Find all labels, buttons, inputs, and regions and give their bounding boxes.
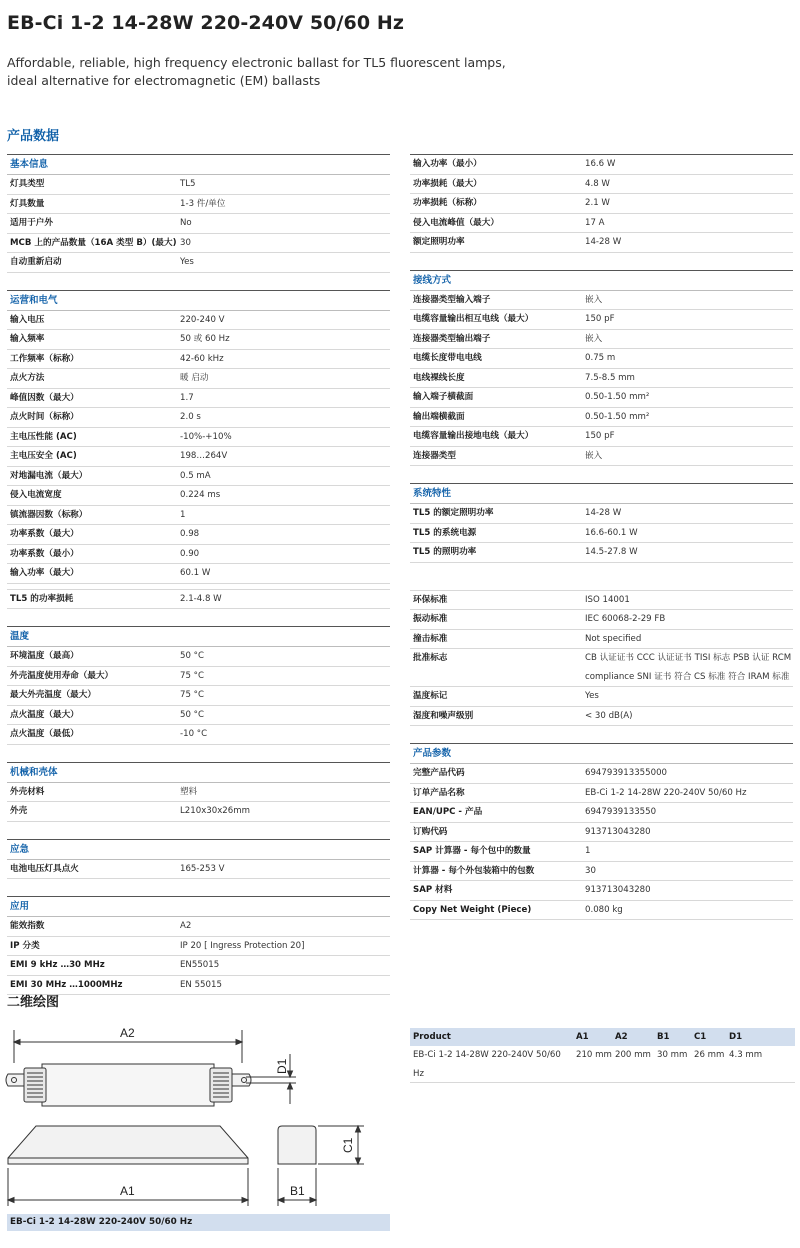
spec-block-mechanical bbox=[7, 762, 390, 822]
spec-value: 嵌入 bbox=[585, 333, 603, 344]
spec-row bbox=[410, 764, 793, 784]
spec-row bbox=[7, 589, 390, 610]
spec-key: 订购代码 bbox=[413, 826, 448, 837]
dimension-table-header bbox=[410, 1028, 795, 1046]
spec-value: Yes bbox=[180, 257, 194, 267]
dimension-table-row bbox=[410, 1046, 795, 1083]
spec-value: -10 °C bbox=[180, 729, 208, 739]
spec-key: 电缆容量输出相互电线（最大） bbox=[413, 314, 534, 324]
spec-row bbox=[7, 725, 390, 745]
spec-row bbox=[410, 803, 793, 823]
spec-block-temperature bbox=[7, 626, 390, 745]
spec-key: EMI 9 kHz …30 MHz bbox=[10, 960, 105, 970]
spec-block-application bbox=[7, 896, 390, 995]
spec-row bbox=[7, 428, 390, 448]
spec-row bbox=[7, 311, 390, 331]
spec-value: CB 认证证书 CCC 认证证书 TISI 标志 PSB 认证 RCM compliance SNI 证书 符合 CS 标准 符合 IRAM 标准 bbox=[585, 653, 792, 682]
spec-key: TL5 的照明功率 bbox=[413, 547, 477, 557]
spec-key: 工作频率（标称） bbox=[10, 353, 79, 364]
spec-value: 0.50-1.50 mm² bbox=[585, 411, 650, 422]
spec-value: Not specified bbox=[585, 633, 642, 644]
spec-key: 外壳材料 bbox=[10, 786, 45, 797]
spec-row bbox=[7, 783, 390, 803]
spec-key: 电线裸线长度 bbox=[413, 372, 465, 383]
ballast-top-view bbox=[6, 1064, 251, 1106]
cell-a2: 200 mm bbox=[615, 1050, 651, 1060]
spec-key: 环境温度（最高） bbox=[10, 651, 79, 661]
spec-row bbox=[7, 253, 390, 273]
spec-row bbox=[410, 349, 793, 369]
spec-key: 温度标记 bbox=[413, 691, 448, 701]
spec-row bbox=[7, 175, 390, 195]
spec-value: 7.5-8.5 mm bbox=[585, 372, 635, 383]
page-title: EB-Ci 1-2 14-28W 220-240V 50/60 Hz bbox=[7, 12, 405, 34]
drawing-caption: EB-Ci 1-2 14-28W 220-240V 50/60 Hz bbox=[7, 1214, 390, 1231]
spec-key: 输入端子横截面 bbox=[413, 392, 474, 402]
spec-value: 暖 启动 bbox=[180, 373, 209, 383]
spec-value: 14-28 W bbox=[585, 237, 622, 247]
spec-value: 0.5 mA bbox=[180, 470, 211, 481]
spec-row bbox=[7, 706, 390, 726]
spec-row bbox=[7, 647, 390, 667]
cell-b1: 30 mm bbox=[657, 1050, 688, 1060]
header-b1: B1 bbox=[657, 1032, 670, 1042]
label-a1: A1 bbox=[120, 1184, 135, 1198]
spec-row bbox=[410, 649, 793, 687]
spec-rows bbox=[410, 155, 793, 253]
spec-row bbox=[410, 610, 793, 630]
spec-row bbox=[410, 175, 793, 195]
spec-row bbox=[410, 842, 793, 862]
spec-value: 0.75 m bbox=[585, 353, 616, 363]
spec-value: 60.1 W bbox=[180, 568, 211, 578]
spec-value: 42-60 kHz bbox=[180, 353, 224, 364]
spec-value: 1 bbox=[585, 846, 591, 856]
ballast-dimension-drawing bbox=[0, 1018, 400, 1214]
spec-key: 点火温度（最低） bbox=[10, 729, 79, 739]
spec-row bbox=[7, 545, 390, 565]
spec-key: 完整产品代码 bbox=[413, 768, 465, 778]
spec-block-power bbox=[410, 154, 793, 253]
spec-row bbox=[7, 917, 390, 937]
spec-row bbox=[7, 467, 390, 487]
spec-value: 75 °C bbox=[180, 690, 204, 700]
spec-row bbox=[7, 802, 390, 822]
spec-row bbox=[410, 543, 793, 563]
spec-value: 694793913355000 bbox=[585, 768, 668, 778]
spec-row bbox=[410, 687, 793, 707]
spec-value: 0.224 ms bbox=[180, 490, 221, 500]
spec-value: 塑料 bbox=[180, 786, 198, 797]
spec-rows bbox=[410, 291, 793, 467]
spec-key: 峰值因数（最大） bbox=[10, 392, 79, 403]
spec-value: 1-3 件/单位 bbox=[180, 198, 226, 209]
spec-key: 环保标准 bbox=[413, 594, 448, 605]
spec-key: 适用于户外 bbox=[10, 218, 53, 228]
spec-key: SAP 材料 bbox=[413, 885, 453, 895]
spec-row bbox=[410, 233, 793, 253]
spec-value: 30 bbox=[585, 865, 596, 876]
spec-value: 220-240 V bbox=[180, 314, 225, 325]
spec-key: 订单产品名称 bbox=[413, 787, 465, 798]
spec-value: 14-28 W bbox=[585, 508, 622, 518]
spec-row bbox=[410, 388, 793, 408]
spec-rows bbox=[410, 591, 793, 727]
spec-value: 2.0 s bbox=[180, 412, 201, 422]
spec-key: 批准标志 bbox=[413, 653, 448, 663]
cell-d1: 4.3 mm bbox=[729, 1050, 763, 1060]
spec-value: 16.6 W bbox=[585, 159, 616, 169]
spec-row bbox=[7, 564, 390, 584]
spec-key: 输入功率（最大） bbox=[10, 568, 79, 578]
spec-key: 功率损耗（最大） bbox=[413, 178, 482, 189]
spec-row bbox=[410, 369, 793, 389]
spec-key: TL5 的功率损耗 bbox=[10, 593, 74, 604]
spec-row bbox=[7, 506, 390, 526]
spec-value: 16.6-60.1 W bbox=[585, 527, 638, 538]
spec-row bbox=[410, 524, 793, 544]
spec-row bbox=[410, 447, 793, 467]
spec-rows bbox=[410, 764, 793, 920]
spec-key: 湿度和噪声级别 bbox=[413, 710, 474, 721]
spec-column-right bbox=[410, 154, 793, 920]
spec-key: 侵入电流宽度 bbox=[10, 490, 62, 500]
header-c1: C1 bbox=[694, 1032, 707, 1042]
spec-key: 侵入电流峰值（最大） bbox=[413, 217, 499, 228]
spec-value: EN 55015 bbox=[180, 979, 222, 990]
spec-row bbox=[410, 901, 793, 921]
spec-row bbox=[7, 234, 390, 254]
spec-value: 嵌入 bbox=[585, 294, 603, 305]
header-d1: D1 bbox=[729, 1032, 743, 1042]
spec-key: 最大外壳温度（最大） bbox=[10, 690, 96, 700]
spec-row bbox=[7, 408, 390, 428]
spec-value: 150 pF bbox=[585, 314, 615, 324]
label-b1: B1 bbox=[290, 1184, 305, 1198]
spec-value: A2 bbox=[180, 921, 192, 931]
spec-key: 振动标准 bbox=[413, 614, 448, 624]
spec-key: 点火温度（最大） bbox=[10, 709, 79, 720]
label-a2: A2 bbox=[120, 1026, 135, 1040]
spec-value: 1.7 bbox=[180, 392, 194, 403]
cell-c1: 26 mm bbox=[694, 1050, 725, 1060]
spec-value: 198…264V bbox=[180, 451, 228, 461]
spec-row bbox=[410, 591, 793, 611]
spec-value: Yes bbox=[585, 691, 599, 701]
spec-block-operating bbox=[7, 290, 390, 610]
spec-key: 连接器类型 bbox=[413, 450, 456, 461]
spec-key: Copy Net Weight (Piece) bbox=[413, 904, 532, 915]
spec-key: 电缆容量输出接地电线（最大） bbox=[413, 431, 534, 441]
spec-row bbox=[410, 214, 793, 234]
spec-row bbox=[7, 937, 390, 957]
spec-row bbox=[410, 823, 793, 843]
spec-row bbox=[7, 860, 390, 880]
spec-block-wiring bbox=[410, 270, 793, 467]
spec-block-title: 机械和壳体 bbox=[7, 762, 390, 783]
spec-value: 1 bbox=[180, 509, 186, 520]
spec-row bbox=[7, 447, 390, 467]
spec-value: 165-253 V bbox=[180, 863, 225, 874]
spec-key: 输入功率（最小） bbox=[413, 159, 482, 169]
spec-key: SAP 计算器 - 每个包中的数量 bbox=[413, 846, 531, 856]
spec-value: 嵌入 bbox=[585, 450, 603, 461]
spec-rows bbox=[7, 647, 390, 745]
spec-key: EMI 30 MHz …1000MHz bbox=[10, 979, 123, 990]
spec-value: 50 °C bbox=[180, 709, 204, 720]
spec-row bbox=[7, 976, 390, 996]
spec-block-product-params bbox=[410, 743, 793, 920]
spec-row bbox=[7, 350, 390, 370]
spec-block-emergency bbox=[7, 839, 390, 880]
spec-key: 计算器 - 每个外包装箱中的包数 bbox=[413, 865, 535, 876]
spec-value: 150 pF bbox=[585, 431, 615, 441]
spec-value: 50 °C bbox=[180, 651, 204, 661]
spec-block-basic bbox=[7, 154, 390, 273]
spec-row bbox=[410, 194, 793, 214]
spec-key: 连接器类型输出端子 bbox=[413, 333, 491, 344]
spec-key: 点火方法 bbox=[10, 373, 45, 383]
spec-key: 输入频率 bbox=[10, 334, 45, 344]
spec-value: L210x30x26mm bbox=[180, 806, 250, 816]
spec-rows bbox=[7, 783, 390, 822]
description-line-1: Affordable, reliable, high frequency electronic ballast for TL5 fluorescent lamps, bbox=[7, 55, 506, 70]
spec-value: 913713043280 bbox=[585, 826, 651, 837]
spec-value: 4.8 W bbox=[585, 178, 610, 189]
drawing-heading: 二维绘图 bbox=[7, 995, 60, 1010]
spec-key: 对地漏电流（最大） bbox=[10, 470, 88, 481]
spec-row bbox=[7, 667, 390, 687]
spec-row bbox=[410, 784, 793, 804]
spec-row bbox=[7, 330, 390, 350]
label-d1: D1 bbox=[275, 1058, 289, 1074]
spec-block-title: 应急 bbox=[7, 839, 390, 860]
spec-value: TL5 bbox=[180, 179, 196, 189]
spec-row bbox=[410, 408, 793, 428]
spec-key: 主电压性能 (AC) bbox=[10, 431, 77, 442]
spec-value: -10%-+10% bbox=[180, 431, 232, 442]
spec-rows bbox=[410, 504, 793, 563]
spec-rows bbox=[7, 175, 390, 273]
spec-value: 14.5-27.8 W bbox=[585, 547, 638, 557]
spec-key: 电缆长度带电电线 bbox=[413, 353, 482, 363]
spec-value: 2.1 W bbox=[585, 198, 610, 208]
spec-value: 0.50-1.50 mm² bbox=[585, 392, 650, 402]
spec-key: 撞击标准 bbox=[413, 633, 448, 644]
spec-key: 输出端横截面 bbox=[413, 411, 465, 422]
spec-key: 功率损耗（标称） bbox=[413, 198, 482, 208]
label-c1: C1 bbox=[341, 1137, 355, 1153]
spec-key: MCB 上的产品数量（16A 类型 B）(最大) bbox=[10, 237, 177, 248]
spec-key: 自动重新启动 bbox=[10, 257, 62, 267]
spec-key: 连接器类型输入端子 bbox=[413, 294, 491, 305]
spec-value: ISO 14001 bbox=[585, 594, 630, 605]
spec-key: 电池电压灯具点火 bbox=[10, 863, 79, 874]
spec-row bbox=[410, 707, 793, 727]
spec-column-left bbox=[7, 154, 390, 995]
spec-value: 0.080 kg bbox=[585, 904, 623, 915]
spec-row bbox=[7, 956, 390, 976]
spec-value: 2.1-4.8 W bbox=[180, 593, 222, 604]
cell-a1: 210 mm bbox=[576, 1050, 612, 1060]
spec-block-title: 运营和电气 bbox=[7, 290, 390, 311]
spec-row bbox=[410, 862, 793, 882]
header-a1: A1 bbox=[576, 1032, 589, 1042]
spec-value: 913713043280 bbox=[585, 885, 651, 895]
spec-rows bbox=[7, 311, 390, 584]
spec-block-approvals bbox=[410, 590, 793, 727]
spec-key: 镇流器因数（标称） bbox=[10, 509, 88, 520]
spec-row bbox=[7, 195, 390, 215]
header-a2: A2 bbox=[615, 1032, 628, 1042]
spec-row bbox=[410, 504, 793, 524]
ballast-side-view bbox=[8, 1126, 248, 1164]
spec-key: EAN/UPC - 产品 bbox=[413, 807, 483, 817]
spec-key: 灯具数量 bbox=[10, 198, 45, 209]
spec-key: 能效指数 bbox=[10, 921, 45, 931]
spec-row bbox=[410, 310, 793, 330]
dimension-table bbox=[410, 1028, 795, 1083]
spec-key: IP 分类 bbox=[10, 940, 40, 951]
spec-row bbox=[7, 389, 390, 409]
spec-row bbox=[410, 291, 793, 311]
spec-value: 6947939133550 bbox=[585, 807, 657, 817]
spec-value: 50 或 60 Hz bbox=[180, 334, 230, 344]
spec-block-title: 接线方式 bbox=[410, 270, 793, 291]
cell-product: EB-Ci 1-2 14-28W 220-240V 50/60 Hz bbox=[413, 1050, 561, 1079]
spec-rows bbox=[7, 860, 390, 880]
product-description bbox=[7, 54, 567, 90]
spec-key: 外壳温度使用寿命（最大） bbox=[10, 670, 114, 681]
spec-value: IEC 60068-2-29 FB bbox=[585, 614, 666, 624]
spec-rows bbox=[7, 917, 390, 995]
spec-key: 额定照明功率 bbox=[413, 237, 465, 247]
spec-row bbox=[7, 486, 390, 506]
spec-value: < 30 dB(A) bbox=[585, 710, 633, 721]
spec-value: 0.90 bbox=[180, 548, 200, 559]
spec-value: 30 bbox=[180, 237, 191, 248]
product-data-heading: 产品数据 bbox=[7, 129, 60, 144]
spec-block-title: 温度 bbox=[7, 626, 390, 647]
spec-value: 17 A bbox=[585, 217, 605, 228]
spec-row bbox=[7, 369, 390, 389]
spec-row bbox=[7, 525, 390, 545]
spec-key: 主电压安全 (AC) bbox=[10, 451, 77, 461]
spec-block-title: 系统特性 bbox=[410, 483, 793, 504]
spec-block-title: 基本信息 bbox=[7, 154, 390, 175]
spec-value: No bbox=[180, 218, 192, 228]
spec-row bbox=[410, 427, 793, 447]
spec-block-system bbox=[410, 483, 793, 563]
spec-row bbox=[410, 330, 793, 350]
spec-key: TL5 的系统电源 bbox=[413, 527, 477, 538]
spec-value: EN55015 bbox=[180, 960, 220, 970]
header-product: Product bbox=[413, 1032, 451, 1042]
spec-key: 功率系数（最小） bbox=[10, 548, 79, 559]
spec-key: 灯具类型 bbox=[10, 179, 45, 189]
spec-row bbox=[7, 686, 390, 706]
spec-key: 功率系数（最大） bbox=[10, 529, 79, 539]
spec-key: 外壳 bbox=[10, 806, 28, 816]
spec-block-title: 应用 bbox=[7, 896, 390, 917]
spec-row bbox=[410, 155, 793, 175]
spec-row bbox=[410, 630, 793, 650]
spec-block-title: 产品参数 bbox=[410, 743, 793, 764]
spec-value: 75 °C bbox=[180, 670, 204, 681]
spec-key: 输入电压 bbox=[10, 314, 45, 325]
description-line-2: ideal alternative for electromagnetic (EM) ballasts bbox=[7, 73, 321, 88]
spec-value: 0.98 bbox=[180, 529, 200, 539]
spec-key: 点火时间（标称） bbox=[10, 412, 79, 422]
spec-row bbox=[410, 881, 793, 901]
spec-value: EB-Ci 1-2 14-28W 220-240V 50/60 Hz bbox=[585, 787, 747, 798]
spec-row bbox=[7, 214, 390, 234]
ballast-end-view bbox=[278, 1126, 316, 1164]
spec-value: IP 20 [ Ingress Protection 20] bbox=[180, 940, 305, 951]
spec-key: TL5 的额定照明功率 bbox=[413, 508, 494, 518]
